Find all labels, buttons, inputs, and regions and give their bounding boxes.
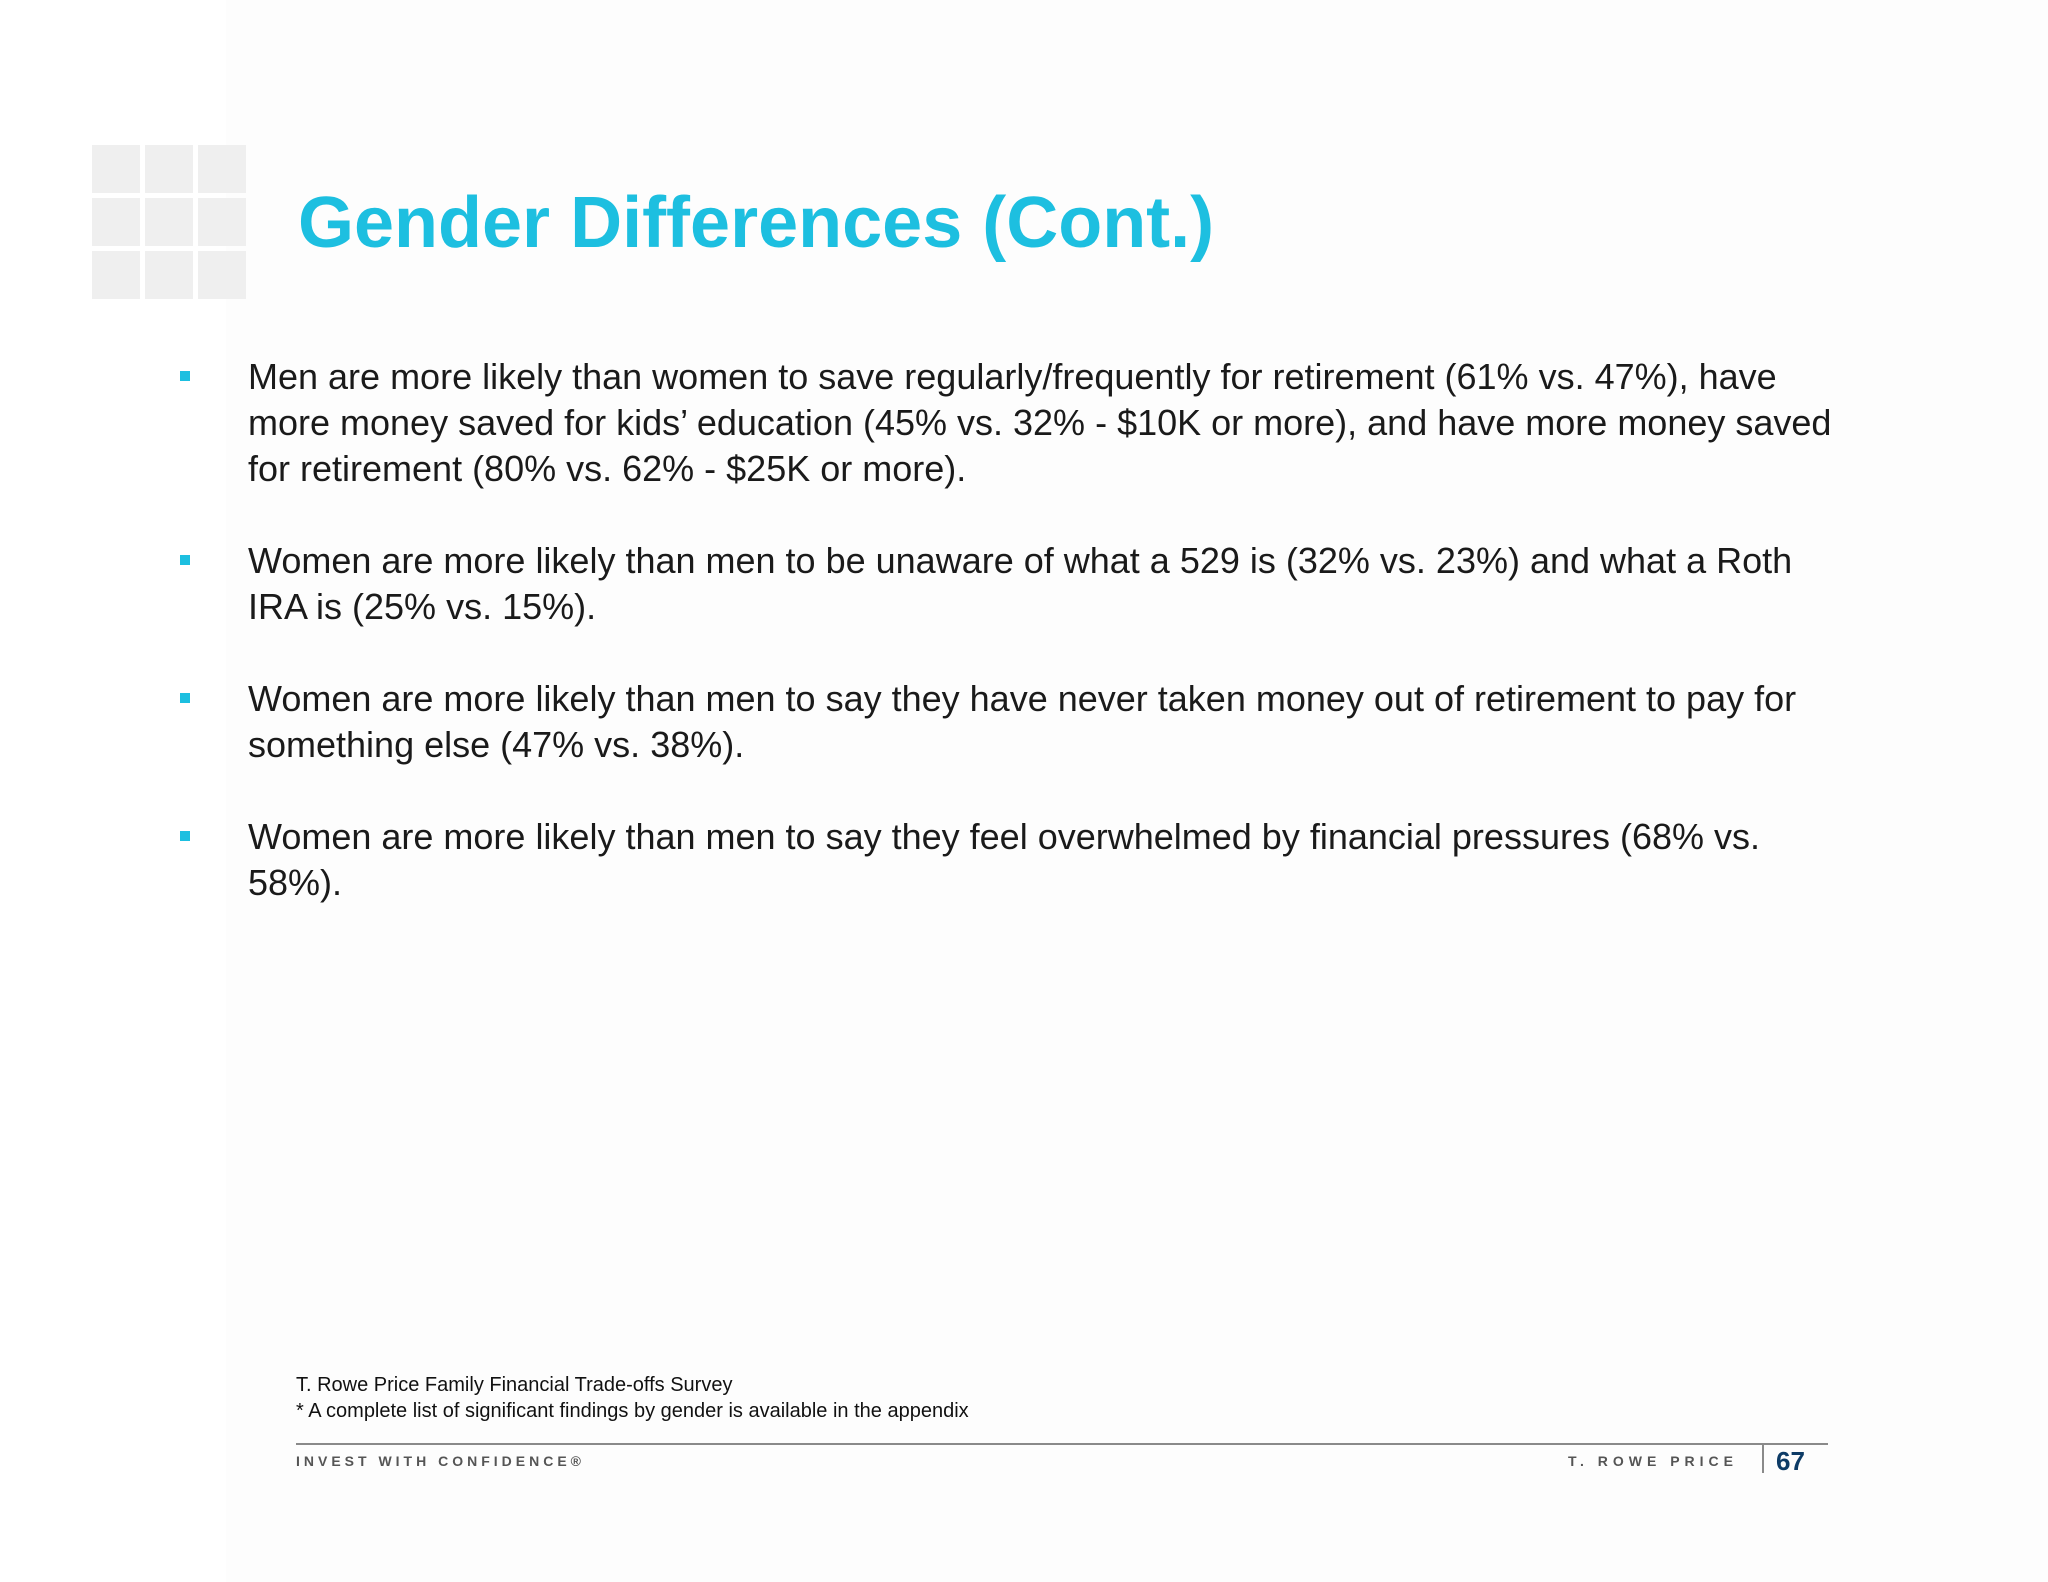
- grid-cell: [92, 251, 140, 299]
- bullet-item: [180, 814, 1840, 906]
- bullet-text: Women are more likely than men to say they feel overwhelmed by financial pressures (68% vs. 58%).: [248, 816, 1761, 903]
- grid-logo-icon: [92, 145, 246, 299]
- grid-cell: [92, 145, 140, 193]
- square-bullet-icon: [180, 555, 190, 565]
- footnote-source: T. Rowe Price Family Financial Trade-offs Survey: [296, 1374, 733, 1396]
- grid-cell: [145, 145, 193, 193]
- footer-brand: T. ROWE PRICE: [1567, 1453, 1738, 1469]
- grid-cell: [145, 198, 193, 246]
- bullet-item: [180, 676, 1840, 768]
- square-bullet-icon: [180, 831, 190, 841]
- bullet-text: Men are more likely than women to save regularly/frequently for retirement (61% vs. 47%), have more money saved for kids’ education (45% vs. 32% - $10K or more), and have more money saved for retirement (80% vs. 62% - $25K or more).: [248, 356, 1832, 489]
- footer-tagline: INVEST WITH CONFIDENCE®: [296, 1453, 585, 1469]
- footnote-note: * A complete list of significant findings by gender is available in the appendix: [296, 1400, 969, 1422]
- grid-cell: [92, 198, 140, 246]
- footnotes: [296, 1372, 969, 1424]
- grid-cell: [198, 198, 246, 246]
- bullet-list: [180, 354, 1840, 952]
- page-number-divider: [1762, 1445, 1764, 1473]
- grid-cell: [198, 251, 246, 299]
- bullet-text: Women are more likely than men to say they have never taken money out of retirement to pay for something else (47% vs. 38%).: [248, 678, 1797, 765]
- grid-cell: [145, 251, 193, 299]
- bullet-text: Women are more likely than men to be unaware of what a 529 is (32% vs. 23%) and what a Roth IRA is (25% vs. 15%).: [248, 540, 1793, 627]
- bullet-item: [180, 538, 1840, 630]
- square-bullet-icon: [180, 371, 190, 381]
- square-bullet-icon: [180, 693, 190, 703]
- footer-divider-line: [296, 1443, 1828, 1445]
- grid-cell: [198, 145, 246, 193]
- slide-title: Gender Differences (Cont.): [298, 183, 1215, 263]
- bullet-item: [180, 354, 1840, 492]
- page-number: 67: [1776, 1446, 1805, 1476]
